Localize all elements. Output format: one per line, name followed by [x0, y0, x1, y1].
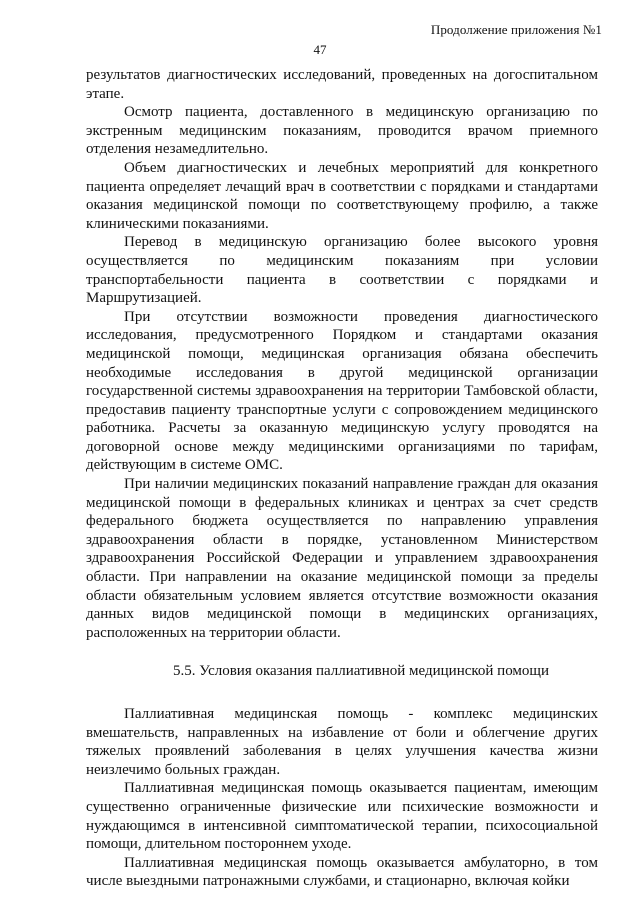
document-body	[86, 66, 598, 891]
paragraph: Паллиативная медицинская помощь оказывается пациентам, имеющим существенно ограниченные физические или психические возможности и нуждающимся в интенсивной симптоматической терапии, психосоциальной помощи, длительном постороннем уходе.	[86, 780, 598, 853]
paragraph: Объем диагностических и лечебных мероприятий для конкретного пациента определяет лечащий врач в соответствии с порядками и стандартами оказания медицинской помощи по соответствующему профилю, а также клиническими показаниями.	[86, 159, 598, 232]
paragraph: При наличии медицинских показаний направление граждан для оказания медицинской помощи в федеральных клиниках и центрах за счет средств федерального бюджета осуществляется по направлению управления здравоохранения области в порядке, установленном Министерством здравоохранения Российской Федерации и управлением здравоохранения области. При направлении на оказание медицинской помощи за пределы области обязательным условием является отсутствие возможности оказания данных видов медицинской помощи в медицинских организациях, расположенных на территории области.	[86, 476, 598, 641]
paragraph: Перевод в медицинскую организацию более высокого уровня осуществляется по медицинским показаниям при условии транспортабельности пациента в соответствии с порядками и Маршрутизацией.	[86, 234, 598, 307]
paragraph: Паллиативная медицинская помощь оказывается амбулаторно, в том числе выездными патронажными службами, и стационарно, включая койки	[86, 854, 598, 890]
section-heading: 5.5. Условия оказания паллиативной медицинской помощи	[173, 663, 549, 680]
paragraph: Паллиативная медицинская помощь - комплекс медицинских вмешательств, направленных на избавление от боли и облегчение других тяжелых проявлений заболевания в целях улучшения качества жизни неизлечимо больных граждан.	[86, 706, 598, 778]
paragraph: При отсутствии возможности проведения диагностического исследования, предусмотренного Порядком и стандартами оказания медицинской помощи, медицинская организация обязана обеспечить необходимые исследования в другой медицинской организации государственной системы здравоохранения на территории Тамбовской области, предоставив пациенту транспортные услуги с сопровождением медицинского работника. Расчеты за оказанную медицинскую услугу проводятся на договорной основе между медицинскими организациями по тарифам, действующим в системе ОМС.	[86, 308, 598, 474]
paragraph: результатов диагностических исследований, проведенных на догоспитальном этапе.	[86, 67, 598, 102]
page-number: 47	[313, 42, 327, 57]
paragraph: Осмотр пациента, доставленного в медицинскую организацию по экстренным медицинским показаниям, проводится врачом приемного отделения незамедлительно.	[86, 104, 598, 158]
appendix-continuation-note: Продолжение приложения №1	[430, 22, 602, 37]
